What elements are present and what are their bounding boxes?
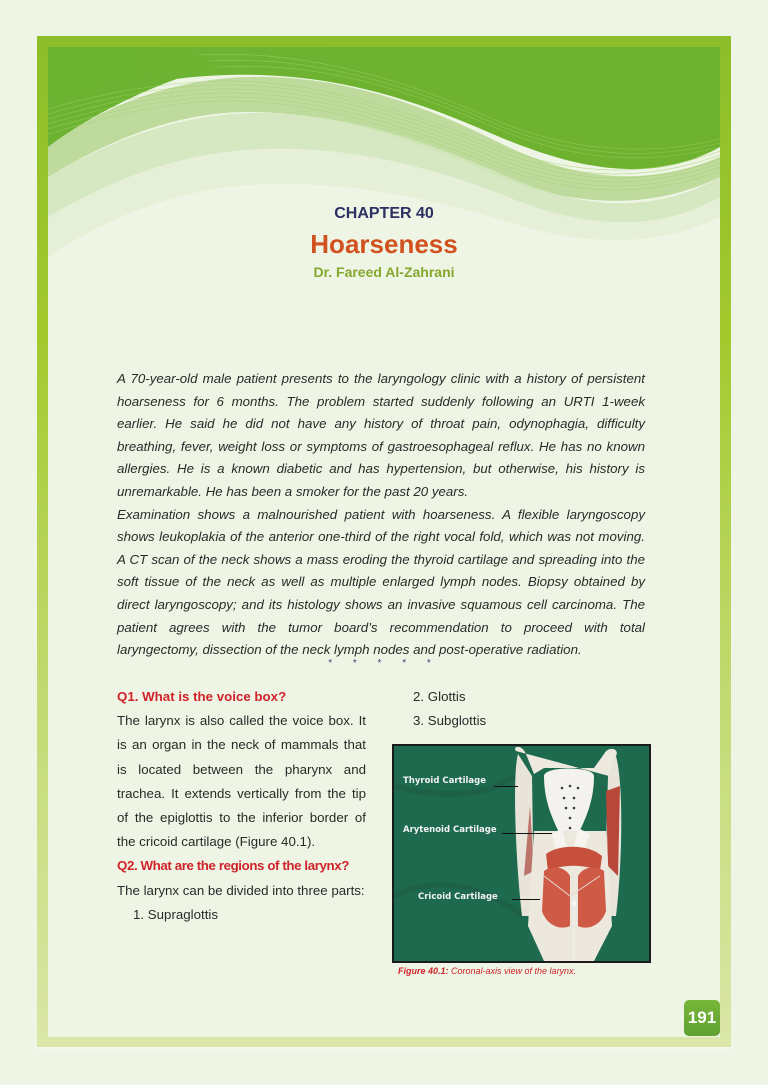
larynx-figure-image	[392, 744, 651, 963]
page-number-badge: 191	[684, 1000, 720, 1036]
label-pointer-line	[502, 833, 552, 834]
qa-right-column	[413, 685, 653, 733]
case-paragraph-history: A 70-year-old male patient presents to the laryngology clinic with a history of persistent hoarseness for 6 months. The problem started suddenly following an URTI 1-week earlier. He said he did not have any history of throat pain, odynophagia, difficulty breathing, fever, weight loss or symptoms of gastroesophageal reflux. He has no known allergies. He is a known diabetic and has hypertension, but otherwise, his history is unremarkable. He has been a smoker for the past 20 years.	[117, 371, 645, 499]
section-separator: * * * * *	[328, 658, 440, 669]
question-2-answer: The larynx can be divided into three parts:	[117, 882, 365, 898]
chapter-author: Dr. Fareed Al-Zahrani	[313, 264, 455, 280]
region-list-item: 1. Supraglottis	[133, 906, 219, 922]
header-wave-decoration	[48, 47, 720, 257]
region-list-item: 3. Subglottis	[413, 713, 487, 729]
figure-caption-number: Figure 40.1:	[398, 966, 449, 976]
question-2-heading: Q2. What are the regions of the larynx?	[117, 858, 349, 874]
label-pointer-line	[512, 899, 540, 900]
figure-label-cricoid: Cricoid Cartilage	[418, 892, 498, 902]
question-1-heading: Q1. What is the voice box?	[117, 689, 287, 704]
frame-bottom-highlight	[37, 1047, 731, 1053]
figure-label-thyroid: Thyroid Cartilage	[403, 776, 487, 786]
chapter-title: Hoarseness	[310, 229, 458, 259]
figure-caption-text: Coronal-axis view of the larynx.	[448, 966, 577, 976]
question-1-answer: The larynx is also called the voice box. It is an organ in the neck of mammals that is located between the pharynx and trachea. It extends vertically from the tip of the epiglottis to the inferior border of the cricoid cartilage (Figure 40.1).	[117, 713, 366, 850]
chapter-number: CHAPTER 40	[334, 205, 434, 222]
case-paragraph-examination: Examination shows a malnourished patient with hoarseness. A flexible laryngoscopy shows leukoplakia of the anterior one-third of the right vocal fold, which was not moving. A CT scan of the neck shows a mass eroding the thyroid cartilage and spreading into the soft tissue of the neck as well as multiple enlarged lymph nodes. Biopsy obtained by direct laryngoscopy; and its histology shows an invasive squamous cell carcinoma. The patient agrees with the tumor board’s recommendation to proceed with total laryngectomy, dissection of the neck lymph nodes and post-operative radiation.	[117, 506, 645, 658]
case-presentation	[117, 368, 645, 662]
figure-caption	[398, 966, 576, 976]
figure-label-arytenoid: Arytenoid Cartilage	[403, 825, 497, 835]
label-pointer-line	[494, 786, 518, 787]
region-list-item: 2. Glottis	[413, 689, 466, 704]
qa-left-column	[117, 685, 366, 927]
